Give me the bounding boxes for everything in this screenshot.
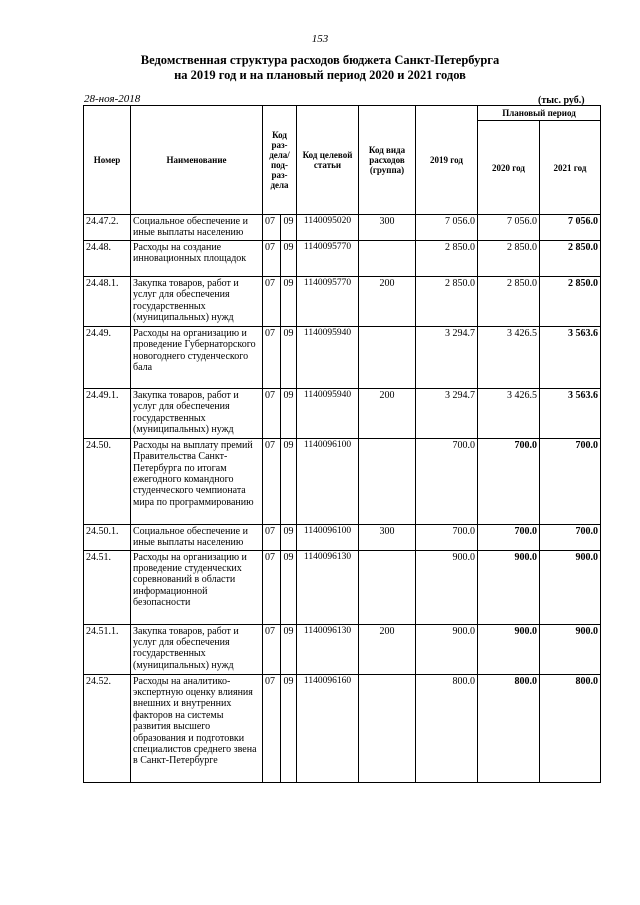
row-value-2019: 700.0 (416, 438, 478, 524)
row-section-code: 07 (263, 674, 281, 782)
row-number: 24.48. (84, 240, 131, 276)
row-value-2021: 700.0 (540, 524, 601, 550)
row-value-2020: 2 850.0 (478, 240, 540, 276)
row-number: 24.51. (84, 550, 131, 624)
row-target-code: 1140095940 (297, 388, 359, 438)
row-number: 24.48.1. (84, 276, 131, 326)
row-subsection-code: 09 (281, 388, 297, 438)
row-kind-code (359, 438, 416, 524)
row-section-code: 07 (263, 240, 281, 276)
row-name: Социальное обеспечение и иные выплаты населению (131, 524, 263, 550)
table-row (84, 240, 601, 276)
document-date: 28-ноя-2018 (84, 93, 141, 105)
row-section-code: 07 (263, 438, 281, 524)
row-name: Закупка товаров, работ и услуг для обеспечения государственных (муниципальных) нужд (131, 388, 263, 438)
row-kind-code: 200 (359, 276, 416, 326)
header-2019: 2019 год (416, 106, 478, 215)
row-value-2020: 900.0 (478, 624, 540, 674)
row-name: Расходы на создание инновационных площадок (131, 240, 263, 276)
row-kind-code (359, 326, 416, 388)
row-name: Расходы на организацию и проведение студенческих соревнований в области информационной безопасности (131, 550, 263, 624)
row-value-2020: 900.0 (478, 550, 540, 624)
row-subsection-code: 09 (281, 524, 297, 550)
row-value-2021: 3 563.6 (540, 326, 601, 388)
row-number: 24.50.1. (84, 524, 131, 550)
row-section-code: 07 (263, 215, 281, 241)
row-name: Расходы на выплату премий Правительства Санкт-Петербурга по итогам ежегодного командного студенческого чемпионата мира по программированию (131, 438, 263, 524)
row-value-2019: 900.0 (416, 550, 478, 624)
row-value-2021: 900.0 (540, 624, 601, 674)
row-subsection-code: 09 (281, 276, 297, 326)
row-section-code: 07 (263, 326, 281, 388)
row-value-2020: 3 426.5 (478, 326, 540, 388)
title-line-2: на 2019 год и на плановый период 2020 и 2021 годов (174, 68, 466, 82)
row-value-2021: 900.0 (540, 550, 601, 624)
header-kind: Код вида расходов (группа) (359, 106, 416, 215)
row-kind-code (359, 240, 416, 276)
row-value-2020: 7 056.0 (478, 215, 540, 241)
row-name: Расходы на аналитико-экспертную оценку влияния внешних и внутренних факторов на системы развития высшего образования и подготовки специалистов среднего звена в Санкт-Петербурге (131, 674, 263, 782)
row-subsection-code: 09 (281, 438, 297, 524)
row-subsection-code: 09 (281, 624, 297, 674)
row-value-2019: 2 850.0 (416, 240, 478, 276)
row-name: Закупка товаров, работ и услуг для обеспечения государственных (муниципальных) нужд (131, 624, 263, 674)
table-row (84, 326, 601, 388)
row-kind-code (359, 674, 416, 782)
row-number: 24.50. (84, 438, 131, 524)
row-target-code: 1140095770 (297, 240, 359, 276)
row-value-2021: 3 563.6 (540, 388, 601, 438)
row-name: Закупка товаров, работ и услуг для обеспечения государственных (муниципальных) нужд (131, 276, 263, 326)
units-label: (тыс. руб.) (538, 95, 585, 106)
row-target-code: 1140096130 (297, 624, 359, 674)
row-kind-code (359, 550, 416, 624)
row-kind-code: 300 (359, 215, 416, 241)
row-value-2021: 2 850.0 (540, 276, 601, 326)
row-section-code: 07 (263, 388, 281, 438)
row-value-2019: 3 294.7 (416, 388, 478, 438)
header-target: Код целевой статьи (297, 106, 359, 215)
header-section: Код раз-дела/ под-раз-дела (263, 106, 297, 215)
row-target-code: 1140095770 (297, 276, 359, 326)
row-kind-code: 300 (359, 524, 416, 550)
table-row (84, 388, 601, 438)
row-value-2019: 700.0 (416, 524, 478, 550)
header-2021: 2021 год (540, 121, 601, 215)
budget-table (83, 105, 601, 783)
row-value-2020: 3 426.5 (478, 388, 540, 438)
row-target-code: 1140095020 (297, 215, 359, 241)
row-target-code: 1140096100 (297, 438, 359, 524)
header-name: Наименование (131, 106, 263, 215)
row-value-2021: 800.0 (540, 674, 601, 782)
document-title (0, 53, 640, 83)
row-subsection-code: 09 (281, 240, 297, 276)
table-row (84, 524, 601, 550)
row-value-2020: 700.0 (478, 438, 540, 524)
row-section-code: 07 (263, 624, 281, 674)
row-target-code: 1140096130 (297, 550, 359, 624)
row-value-2020: 800.0 (478, 674, 540, 782)
row-value-2021: 700.0 (540, 438, 601, 524)
header-number: Номер (84, 106, 131, 215)
row-subsection-code: 09 (281, 326, 297, 388)
row-number: 24.47.2. (84, 215, 131, 241)
table-row (84, 674, 601, 782)
row-section-code: 07 (263, 276, 281, 326)
row-subsection-code: 09 (281, 215, 297, 241)
table-row (84, 624, 601, 674)
table-body (84, 215, 601, 783)
row-number: 24.52. (84, 674, 131, 782)
row-section-code: 07 (263, 524, 281, 550)
table-row (84, 438, 601, 524)
row-value-2020: 2 850.0 (478, 276, 540, 326)
row-kind-code: 200 (359, 388, 416, 438)
row-value-2021: 7 056.0 (540, 215, 601, 241)
table-row (84, 276, 601, 326)
header-2020: 2020 год (478, 121, 540, 215)
row-subsection-code: 09 (281, 550, 297, 624)
page-number: 153 (311, 33, 329, 45)
header-plan-period: Плановый период (478, 106, 601, 121)
row-value-2019: 800.0 (416, 674, 478, 782)
row-value-2021: 2 850.0 (540, 240, 601, 276)
row-value-2019: 7 056.0 (416, 215, 478, 241)
row-subsection-code: 09 (281, 674, 297, 782)
row-kind-code: 200 (359, 624, 416, 674)
row-target-code: 1140096160 (297, 674, 359, 782)
row-target-code: 1140096100 (297, 524, 359, 550)
table-row (84, 215, 601, 241)
row-name: Расходы на организацию и проведение Губернаторского новогоднего студенческого бала (131, 326, 263, 388)
row-number: 24.49. (84, 326, 131, 388)
row-section-code: 07 (263, 550, 281, 624)
row-value-2019: 2 850.0 (416, 276, 478, 326)
row-value-2019: 3 294.7 (416, 326, 478, 388)
row-number: 24.49.1. (84, 388, 131, 438)
row-name: Социальное обеспечение и иные выплаты населению (131, 215, 263, 241)
title-line-1: Ведомственная структура расходов бюджета Санкт-Петербурга (140, 53, 500, 67)
row-target-code: 1140095940 (297, 326, 359, 388)
row-value-2020: 700.0 (478, 524, 540, 550)
row-value-2019: 900.0 (416, 624, 478, 674)
table-row (84, 550, 601, 624)
row-number: 24.51.1. (84, 624, 131, 674)
